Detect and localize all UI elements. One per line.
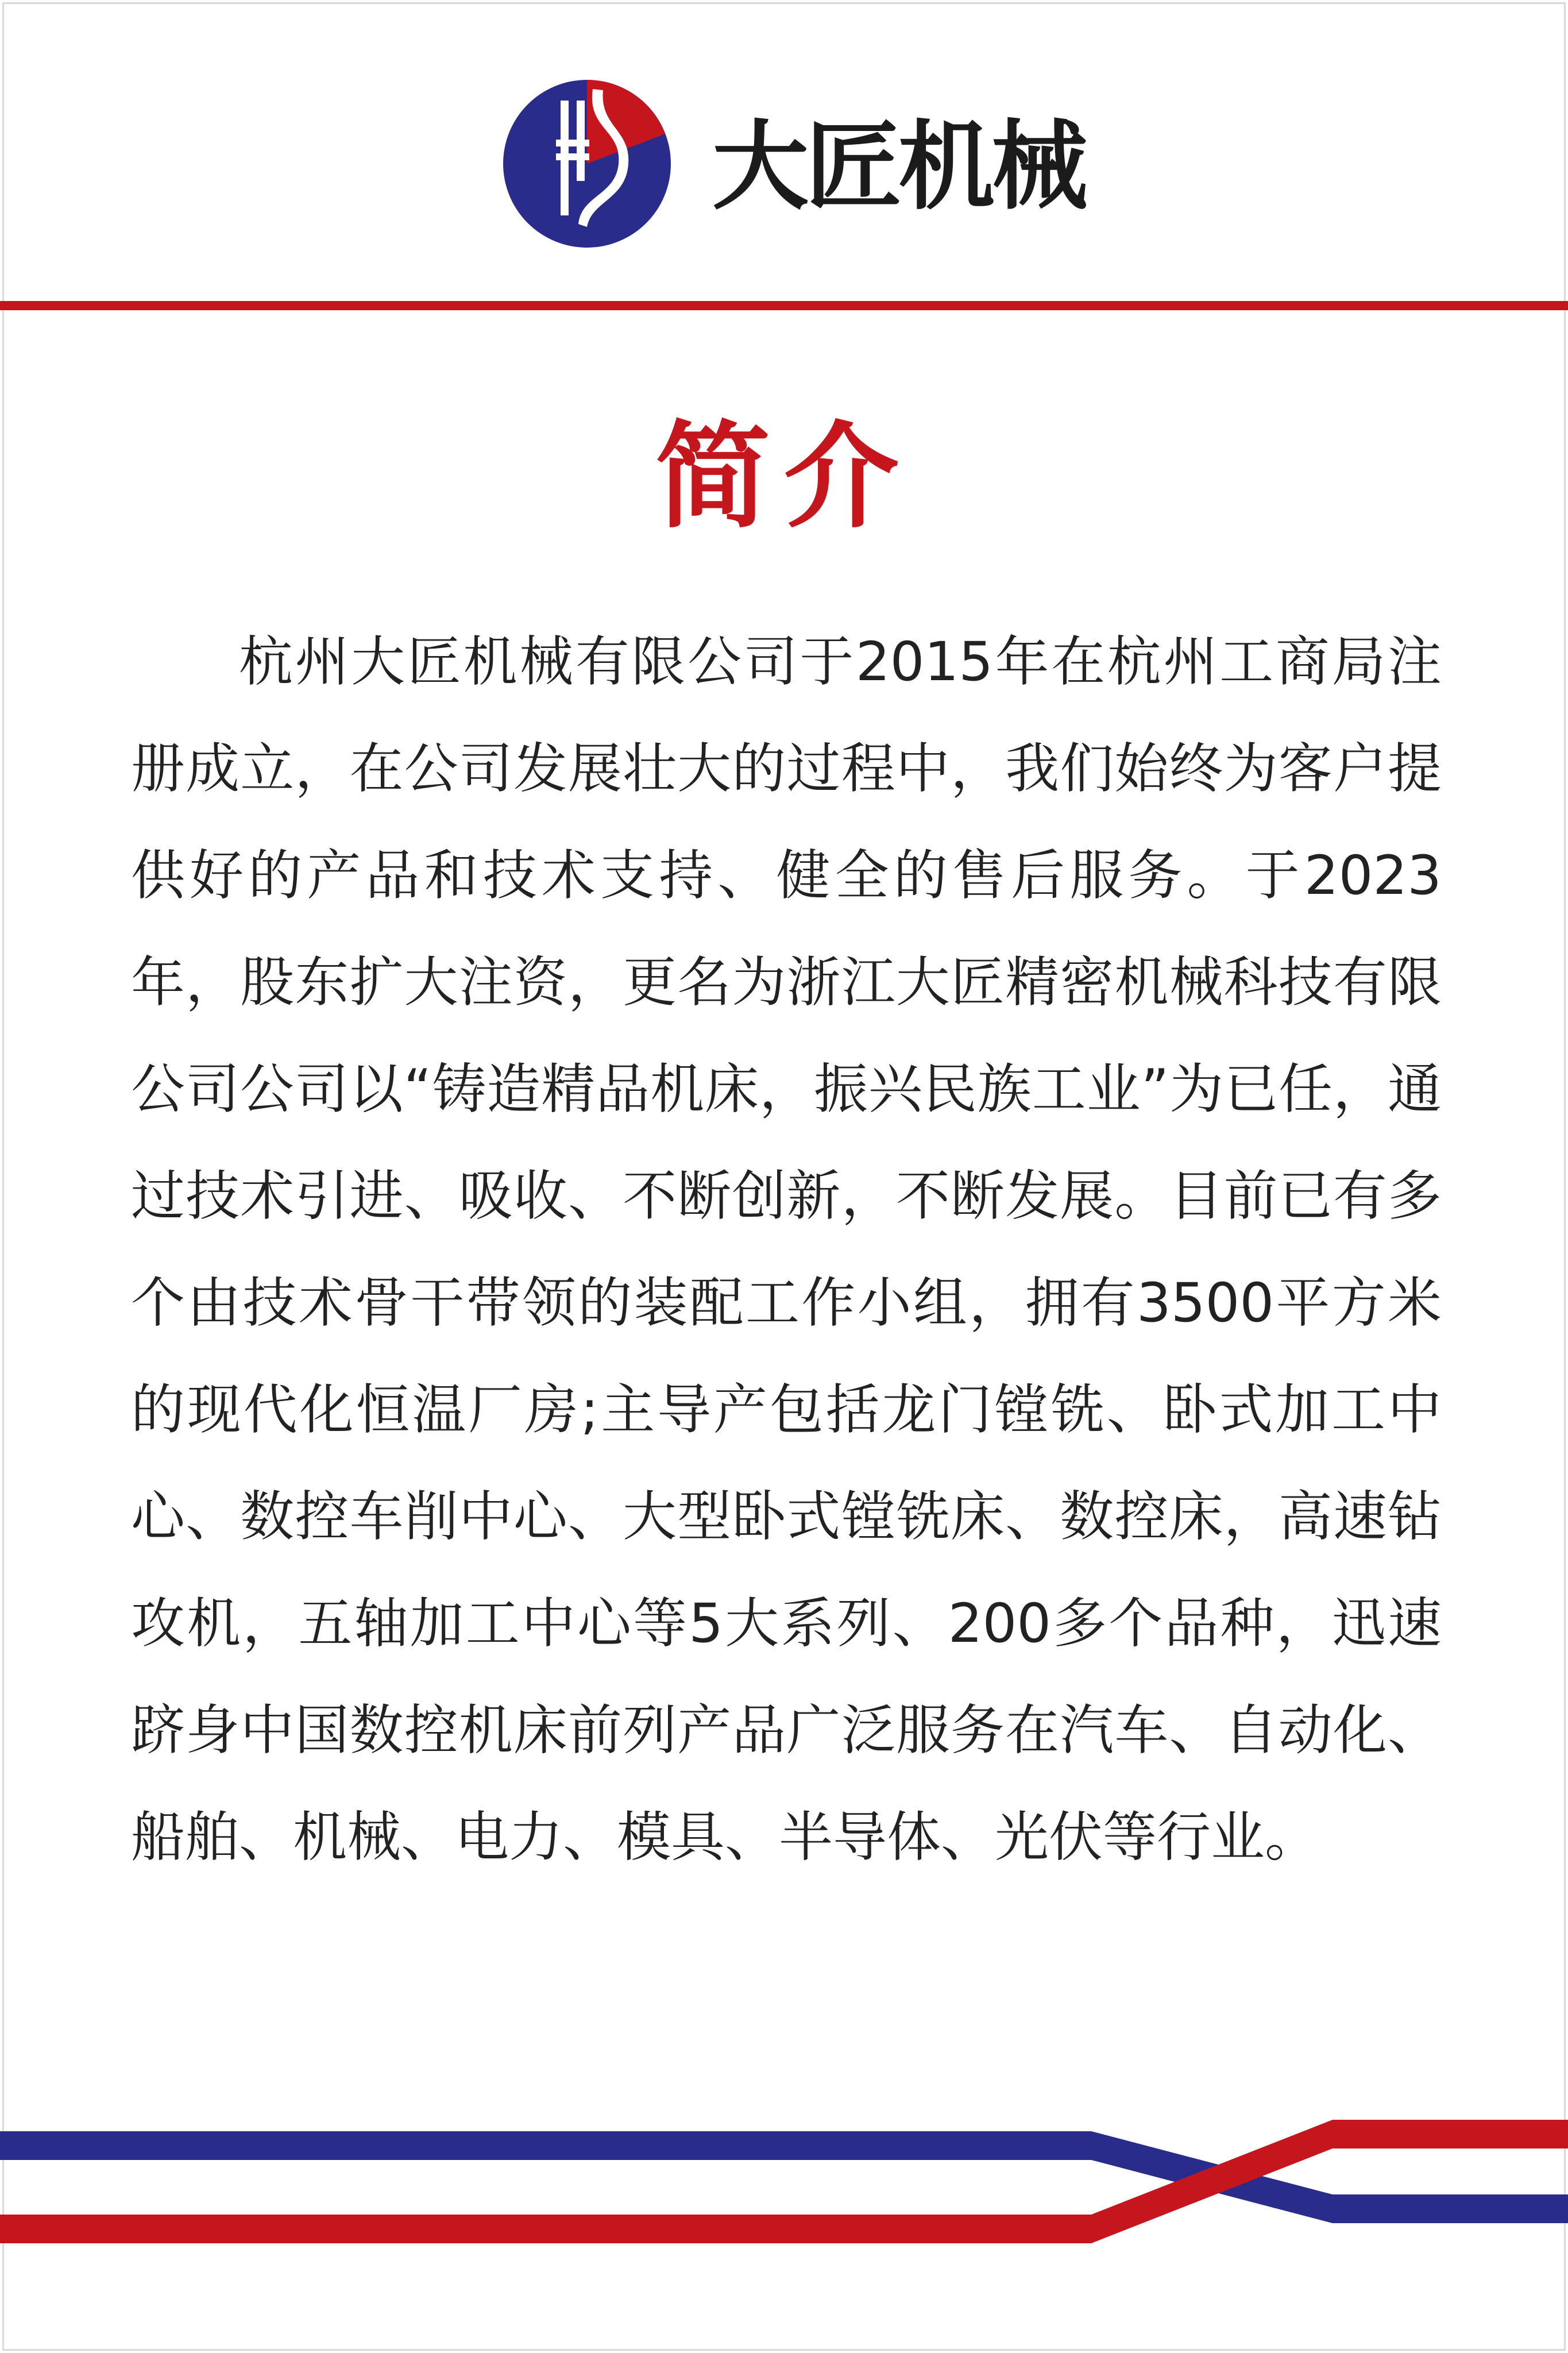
footer-stripes — [0, 2114, 1568, 2263]
page-title: 简介 — [655, 409, 913, 544]
intro-paragraph: 杭州大匠机械有限公司于2015年在杭州工商局注册成立，在公司发展壮大的过程中，我们始终为客户提供好的产品和技术支持、健全的售后服务。于2023年，股东扩大注资，更名为浙江大匠精密机械科技有限公司公司以“铸造精品机床，振兴民族工业”为已任，通过技术引进、吸收、不断创新，不断发展。目前已有多个由技术骨干带领的装配工作小组，拥有3500平方米的现代化恒温厂房;主导产包括龙门镗铣、卧式加工中心、数控车削中心、大型卧式镗铣床、数控床，高速钻攻机，五轴加工中心等5大系列、200多个品种，迅速跻身中国数控机床前列产品广泛服务在汽车、自动化、船舶、机械、电力、模具、半导体、光伏等行业。 — [131, 631, 1442, 1869]
header-divider — [0, 301, 1568, 310]
dajiang-logo-icon — [501, 78, 673, 250]
brand-name: 大匠机械 — [712, 110, 1084, 223]
